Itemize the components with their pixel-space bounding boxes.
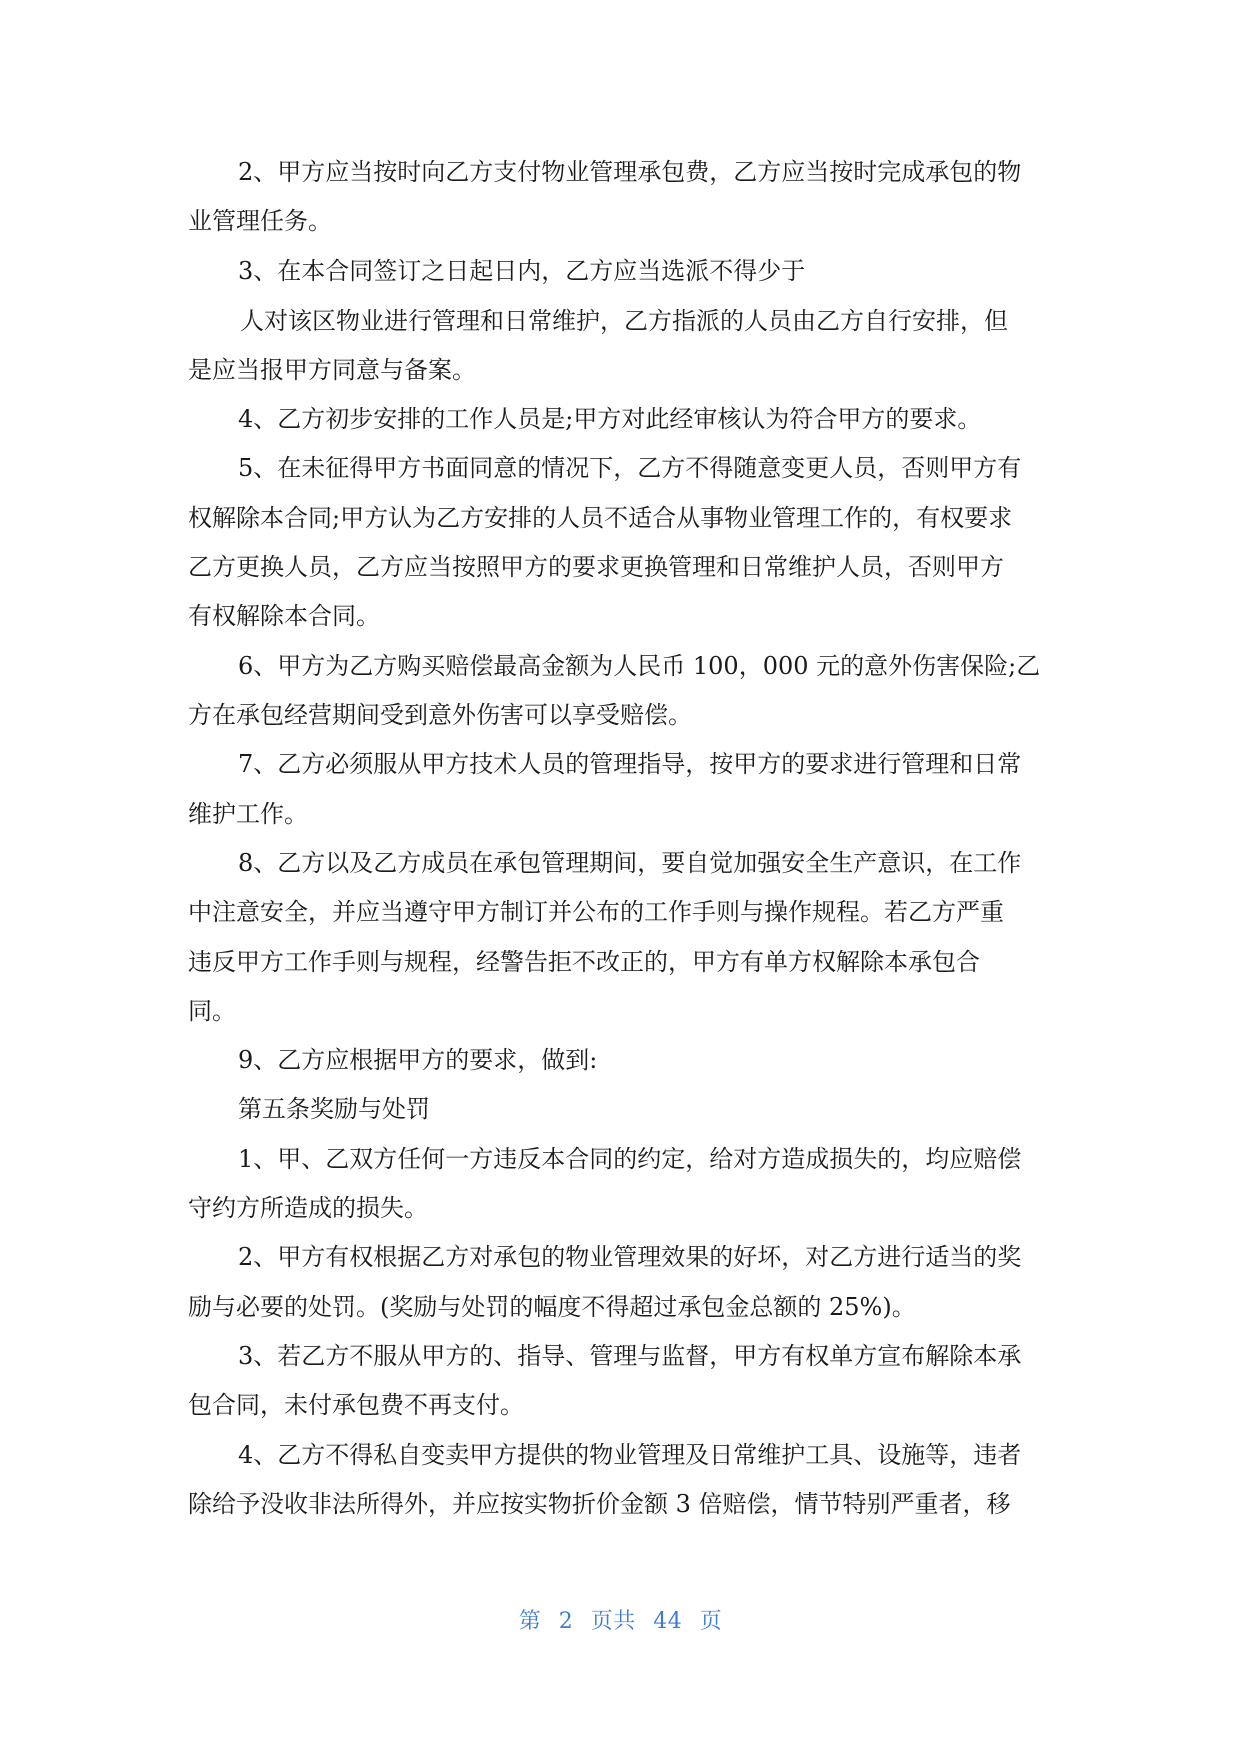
line-text: 8、乙方以及乙方成员在承包管理期间，要自觉加强安全生产意识，在工作 <box>238 849 1022 877</box>
line-text: 乙方更换人员，乙方应当按照甲方的要求更换管理和日常维护人员，否则甲方 <box>188 553 1004 581</box>
line-text: 9、乙方应根据甲方的要求，做到: <box>238 1046 598 1074</box>
line-text: 守约方所造成的损失。 <box>188 1194 428 1222</box>
line-text: 同。 <box>188 997 236 1025</box>
line-text: 包合同，未付承包费不再支付。 <box>188 1391 524 1419</box>
line-text: 违反甲方工作手则与规程，经警告拒不改正的，甲方有单方权解除本承包合 <box>188 948 980 976</box>
line-text: 是应当报甲方同意与备案。 <box>188 356 476 384</box>
line-text: 1、甲、乙双方任何一方违反本合同的约定，给对方造成损失的，均应赔偿 <box>238 1145 1022 1173</box>
line-text: 业管理任务。 <box>188 207 332 235</box>
line-text: 2、甲方有权根据乙方对承包的物业管理效果的好坏，对乙方进行适当的奖 <box>238 1243 1022 1271</box>
line-text: 权解除本合同;甲方认为乙方安排的人员不适合从事物业管理工作的，有权要求 <box>188 504 1013 532</box>
line-text: 除给予没收非法所得外，并应按实物折价金额 3 倍赔偿，情节特别严重者，移 <box>188 1490 1011 1518</box>
line-text: 5、在未征得甲方书面同意的情况下，乙方不得随意变更人员，否则甲方有 <box>238 454 1022 482</box>
line-text: 3、在本合同签订之日起日内，乙方应当选派不得少于 <box>238 257 806 285</box>
line-text: 6、甲方为乙方购买赔偿最高金额为人民币 100，000 元的意外伤害保险;乙 <box>238 652 1041 680</box>
line-text: 有权解除本合同。 <box>188 602 380 630</box>
line-text: 3、若乙方不服从甲方的、指导、管理与监督，甲方有权单方宣布解除本承 <box>238 1342 1022 1370</box>
page-number-footer: 第 2 页共 44 页 <box>518 1609 723 1634</box>
line-text: 2、甲方应当按时向乙方支付物业管理承包费，乙方应当按时完成承包的物 <box>238 158 1022 186</box>
line-text: 方在承包经营期间受到意外伤害可以享受赔偿。 <box>188 701 692 729</box>
line-text: 4、乙方不得私自变卖甲方提供的物业管理及日常维护工具、设施等，违者 <box>238 1441 1022 1469</box>
line-text: 中注意安全，并应当遵守甲方制订并公布的工作手则与操作规程。若乙方严重 <box>188 898 1004 926</box>
line-text: 4、乙方初步安排的工作人员是;甲方对此经审核认为符合甲方的要求。 <box>238 405 982 433</box>
line-text: 维护工作。 <box>188 800 308 828</box>
line-text: 第五条奖励与处罚 <box>238 1095 430 1123</box>
line-text: 人对该区物业进行管理和日常维护，乙方指派的人员由乙方自行安排，但 <box>240 307 1008 335</box>
line-text: 7、乙方必须服从甲方技术人员的管理指导，按甲方的要求进行管理和日常 <box>238 750 1022 778</box>
line-text: 励与必要的处罚。(奖励与处罚的幅度不得超过承包金总额的 25%)。 <box>188 1293 916 1321</box>
